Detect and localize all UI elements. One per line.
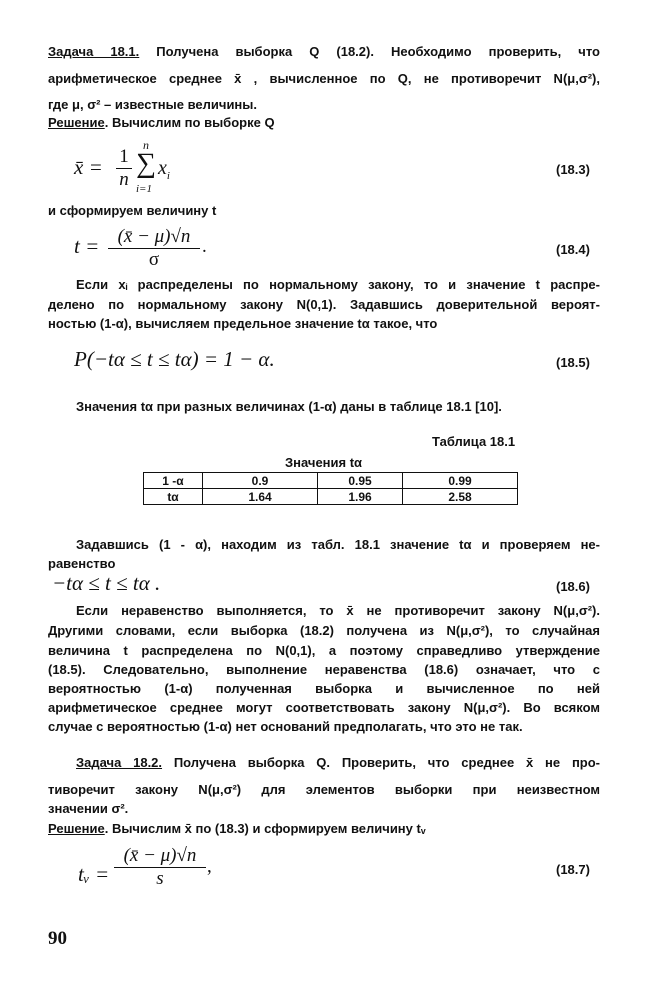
task1-line1-text: Получена выборка Q (18.2). Необходимо проверить, что xyxy=(139,44,600,59)
eq1-term-sub: i xyxy=(166,170,170,182)
task1-solution-text: . Вычислим по выборке Q xyxy=(104,115,275,130)
eq1-sum-sign: ∑ xyxy=(136,148,156,179)
eq5-numerator: (x̄ − μ)√n xyxy=(123,845,197,866)
task2-solution-label: Решение xyxy=(48,821,105,836)
table-cell: 1 -α xyxy=(144,473,203,489)
table-row xyxy=(144,473,518,489)
para3-line3: величина t распределена по N(0,1), а поэтому справедливо утверждение xyxy=(48,643,600,658)
eq2-dot: . xyxy=(202,236,207,257)
eq1-frac-denominator: n xyxy=(116,168,132,191)
table-cell: 1.64 xyxy=(203,489,318,505)
task2-solution-text: . Вычислим x̄ по (18.3) и сформируем величину tᵥ xyxy=(104,821,426,836)
task2-line2: тиворечит закону N(μ,σ²) для элементов выборки при неизвестном xyxy=(48,782,600,797)
eq2-numerator: (x̄ − μ)√n xyxy=(117,226,191,247)
task2-heading: Задача 18.2. xyxy=(76,755,163,770)
para3-line7: случае с вероятностью (1-α) нет оснований предполагать, что это не так. xyxy=(48,719,523,734)
eq1-term-x: x xyxy=(158,157,167,179)
para3-line2: Другими словами, если выборка (18.2) получена из N(μ,σ²), то случайная xyxy=(48,623,600,638)
values-text: Значения tα при разных величинах (1-α) даны в таблице 18.1 [10]. xyxy=(76,399,502,414)
eq3: P(−tα ≤ t ≤ tα) = 1 − α. xyxy=(74,347,275,371)
table-caption: Таблица 18.1 xyxy=(432,434,516,449)
eq5-lhs: tᵥ = xyxy=(78,862,110,886)
para2-line2: равенство xyxy=(48,556,116,571)
eq2-number: (18.4) xyxy=(556,242,590,257)
table-cell: 0.95 xyxy=(318,473,403,489)
para3-line4: (18.5). Следовательно, выполнение неравенства (18.6) означает, что с xyxy=(48,662,600,677)
table-cell: 1.96 xyxy=(318,489,403,505)
para1-line1: Если xᵢ распределены по нормальному закону, то и значение t распре- xyxy=(76,277,600,292)
para3-line5: вероятностью (1-α) полученная выборка и вычисленное по ней xyxy=(48,681,600,696)
para3-line1: Если неравенство выполняется, то x̄ не противоречит закону N(μ,σ²). xyxy=(76,603,600,618)
values-table xyxy=(143,472,518,505)
table-header: Значения tα xyxy=(285,455,363,470)
eq2-lhs: t = xyxy=(74,234,100,258)
eq1-sum-bottom: i=1 xyxy=(136,183,152,195)
page-number: 90 xyxy=(48,928,67,949)
task2-line1-text: Получена выборка Q. Проверить, что среднее x̄ не про- xyxy=(162,755,601,770)
task1-line1 xyxy=(48,44,600,59)
table-cell: tα xyxy=(144,489,203,505)
eq5-fraction xyxy=(114,845,206,890)
task1-line3: где μ, σ² – известные величины. xyxy=(48,97,257,112)
para3-line6: арифметическое среднее могут соответствовать закону N(μ,σ²). Во всяком xyxy=(48,700,600,715)
eq1-lhs: x̄ = xyxy=(74,155,103,179)
table-row xyxy=(144,489,518,505)
eq4-number: (18.6) xyxy=(556,579,590,594)
eq2-fraction xyxy=(108,226,200,271)
table-cell: 0.99 xyxy=(403,473,518,489)
eq1-sum-top: n xyxy=(143,138,149,152)
task2-line1 xyxy=(76,755,600,770)
table-cell: 0.9 xyxy=(203,473,318,489)
task2-line3: значении σ². xyxy=(48,801,129,816)
eq5-number: (18.7) xyxy=(556,862,590,877)
task2-solution-line xyxy=(48,821,426,836)
eq1-frac-numerator: 1 xyxy=(119,146,129,167)
eq1-fraction xyxy=(116,146,132,191)
para2-line1: Задавшись (1 - α), находим из табл. 18.1 значение tα и проверяем не- xyxy=(76,537,600,552)
task1-heading: Задача 18.1. xyxy=(48,44,140,59)
task1-solution-line xyxy=(48,115,275,130)
form-text: и сформируем величину t xyxy=(48,203,217,218)
eq4: −tα ≤ t ≤ tα . xyxy=(52,571,161,595)
task1-solution-label: Решение xyxy=(48,115,105,130)
eq2-denominator: σ xyxy=(108,248,200,271)
para1-line3: ностью (1-α), вычисляем предельное значение tα такое, что xyxy=(48,316,438,331)
eq5-denominator: s xyxy=(114,867,206,890)
eq3-number: (18.5) xyxy=(556,355,590,370)
eq1-number: (18.3) xyxy=(556,162,590,177)
table-cell: 2.58 xyxy=(403,489,518,505)
eq5-comma: , xyxy=(207,856,212,877)
task1-line2: арифметическое среднее x̄ , вычисленное по Q, не противоречит N(μ,σ²), xyxy=(48,71,600,86)
eq1-term xyxy=(158,157,170,182)
para1-line2: делено по нормальному закону N(0,1). Задавшись доверительной вероят- xyxy=(48,297,600,312)
